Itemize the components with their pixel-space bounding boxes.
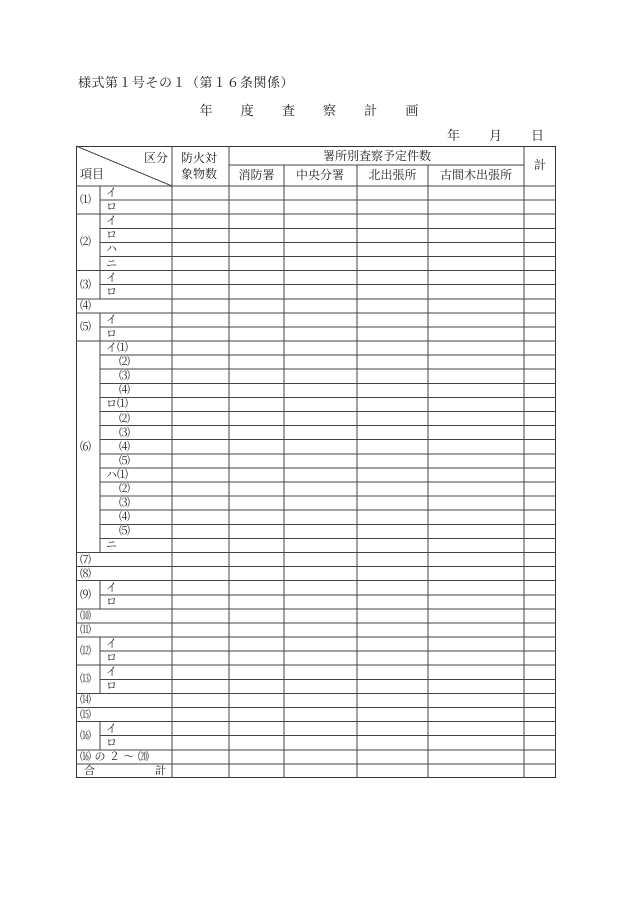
sub-item-label: ⑵ xyxy=(119,411,130,425)
sub-item-label: ⑸ xyxy=(119,453,130,467)
header-station-3: 北出張所 xyxy=(368,168,417,182)
sub-item-label: イ⑴ xyxy=(106,341,128,355)
item-label-1: ⑴ xyxy=(80,193,91,207)
sub-item-label: ロ⑴ xyxy=(106,397,128,411)
item-label-8: ⑻ xyxy=(80,566,91,580)
date-day: 日 xyxy=(531,129,545,144)
item-label-15: ⒂ xyxy=(80,707,91,721)
sub-item-label: ⑷ xyxy=(119,510,130,524)
sub-item-label: イ xyxy=(106,665,117,679)
sub-item-label: ロ xyxy=(106,651,117,665)
sub-item-label: ロ xyxy=(106,327,117,340)
sub-item-label: ⑵ xyxy=(119,482,130,496)
item-label-11: ⑾ xyxy=(80,623,91,636)
header-station-2: 中央分署 xyxy=(295,168,344,182)
header-station-4: 古間木出張所 xyxy=(439,168,512,182)
sub-item-label: ⑶ xyxy=(119,425,130,439)
sub-item-label: ⑷ xyxy=(119,383,130,397)
item-label-2: ⑵ xyxy=(80,235,91,249)
sub-item-label: ⑸ xyxy=(119,524,130,538)
item-label-13: ⒀ xyxy=(80,672,91,686)
sub-item-label: ロ xyxy=(106,735,117,749)
item-label-9: ⑼ xyxy=(80,587,91,601)
item-label-5: ⑸ xyxy=(80,319,91,333)
item-label-10: ⑽ xyxy=(80,608,91,622)
sub-item-label: ハ⑴ xyxy=(106,467,128,481)
header-station-group: 署所別査察予定件数 xyxy=(322,149,431,163)
sub-item-label: イ xyxy=(106,270,117,284)
sub-item-label: ハ xyxy=(106,242,117,256)
sub-item-label: ロ xyxy=(106,284,117,298)
header-koumoku: 項目 xyxy=(80,167,105,181)
sub-item-label: イ xyxy=(106,580,117,594)
sub-item-label: イ xyxy=(106,186,117,200)
total-row-right: 計 xyxy=(155,763,166,777)
item-label-6: ⑹ xyxy=(80,439,91,453)
item-label-12: ⑿ xyxy=(80,644,91,658)
page-title: 年 度 査 察 計 画 xyxy=(199,104,431,119)
date-year: 年 xyxy=(447,129,461,144)
item-label-7: ⑺ xyxy=(80,552,91,566)
item-label-4: ⑷ xyxy=(80,298,91,312)
sub-item-label: ロ xyxy=(106,679,117,693)
header-taisho-line1: 防火対 xyxy=(181,151,218,165)
sub-item-label: ⑶ xyxy=(119,369,130,383)
sub-item-label: イ xyxy=(106,214,117,228)
header-station-1: 消防署 xyxy=(238,168,275,182)
sub-item-label: ⑶ xyxy=(119,496,130,510)
date-month: 月 xyxy=(489,129,503,144)
sub-item-label: ロ xyxy=(106,594,117,608)
sub-item-label: ニ xyxy=(106,538,117,552)
total-row-left: 合 xyxy=(84,763,95,777)
item-label-14: ⒁ xyxy=(80,693,91,707)
sub-item-label: イ xyxy=(106,637,117,651)
header-total: 計 xyxy=(533,158,546,172)
sub-item-label: ⑷ xyxy=(119,439,130,453)
sub-item-label: ⑵ xyxy=(119,355,130,369)
form-number: 様式第１号その１（第１６条関係） xyxy=(78,76,295,91)
sub-item-label: ロ xyxy=(106,228,117,242)
header-kubun: 区分 xyxy=(144,151,169,165)
item-label-16: ⒃ xyxy=(80,728,91,742)
header-taisho-line2: 象物数 xyxy=(181,167,218,181)
sub-item-label: イ xyxy=(106,721,117,735)
item-label-17: ⒃ の ２ ～ ⒇ xyxy=(80,749,149,763)
sub-item-label: ロ xyxy=(106,200,117,214)
sub-item-label: イ xyxy=(106,312,117,326)
sub-item-label: ニ xyxy=(106,256,117,270)
item-label-3: ⑶ xyxy=(80,277,91,291)
